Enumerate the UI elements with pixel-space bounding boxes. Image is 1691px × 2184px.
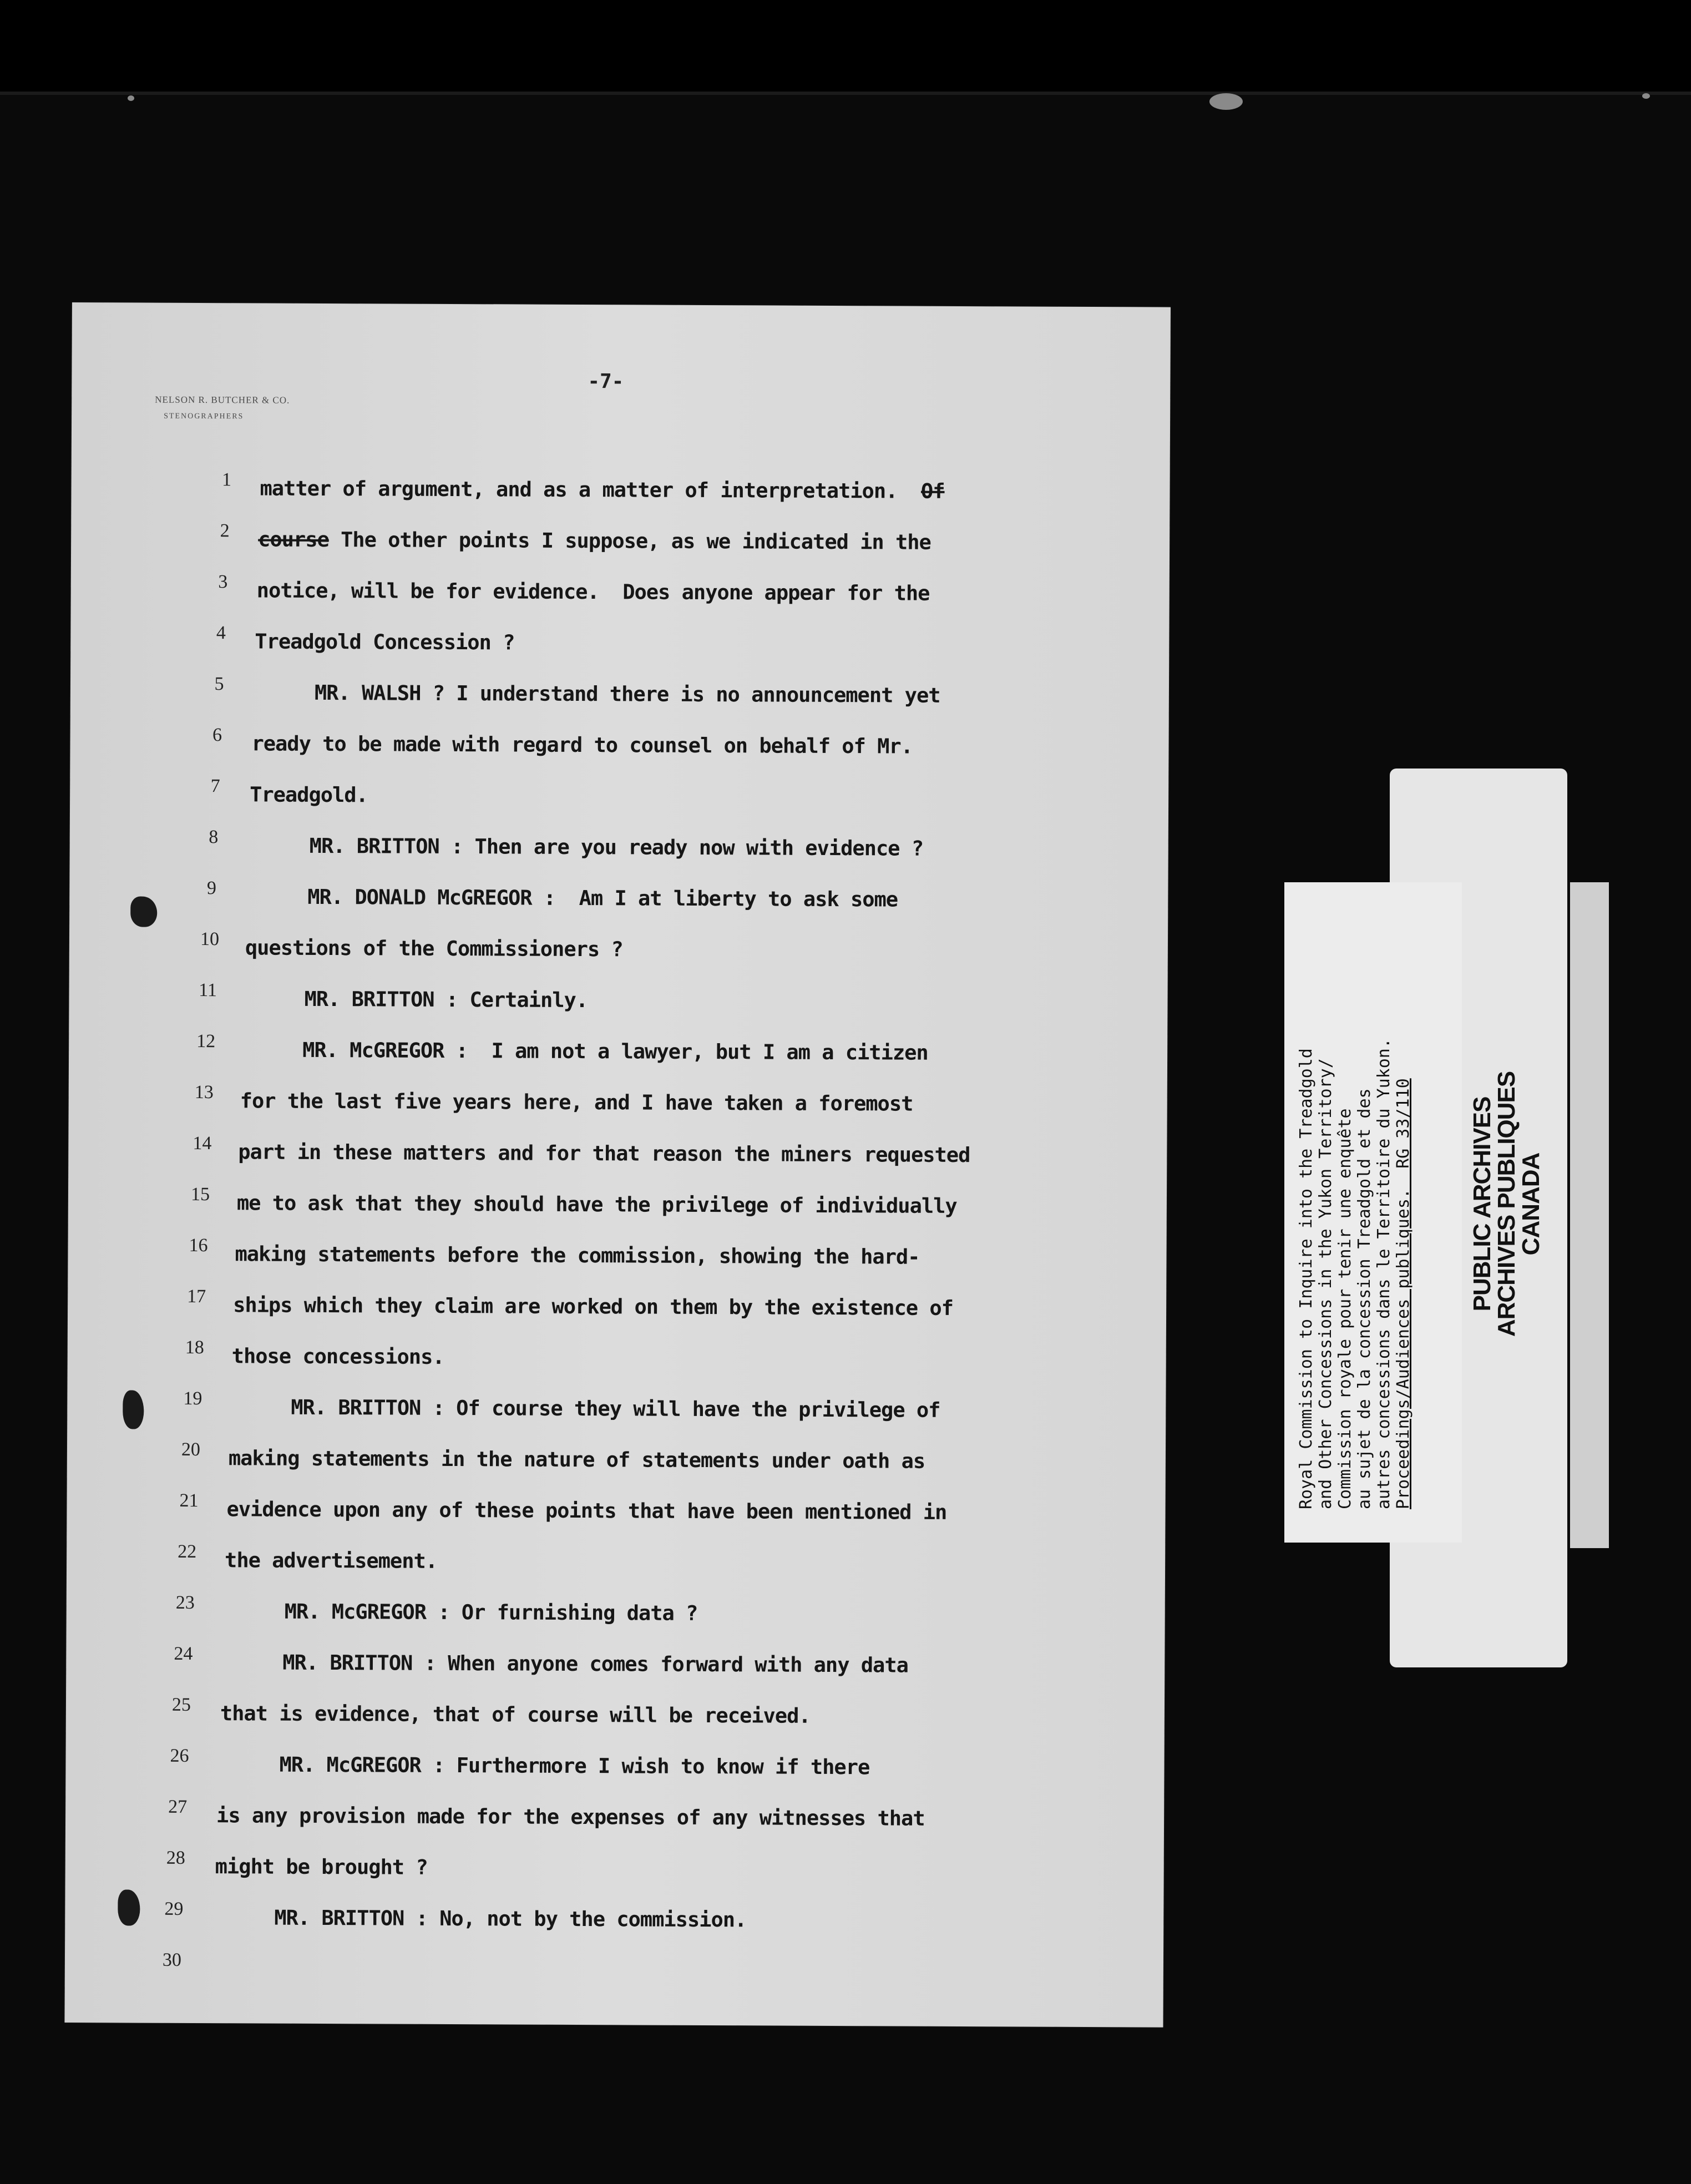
transcript-line	[70, 673, 1097, 711]
line-number: 29	[164, 1898, 184, 1919]
line-number: 20	[181, 1439, 201, 1460]
text-span: those concessions.	[231, 1344, 444, 1369]
line-text	[310, 834, 924, 861]
line-number: 24	[174, 1643, 193, 1664]
line-text	[233, 1293, 953, 1320]
transcript-line	[68, 1337, 1094, 1374]
text-span: part in these matters and for that reason the miners requested	[238, 1140, 970, 1167]
line-text	[285, 1600, 698, 1625]
line-text	[245, 936, 623, 961]
transcript-line	[67, 1490, 1093, 1528]
text-span: is any provision made for the expenses of any witnesses that	[216, 1803, 925, 1831]
line-text	[240, 1089, 913, 1115]
struck-text: course	[258, 527, 329, 552]
text-span: making statements in the nature of statements under oath as	[228, 1446, 925, 1473]
struck-text: Of	[920, 479, 945, 503]
line-text	[250, 782, 368, 807]
archive-stamp-line: PUBLIC ARCHIVES	[1469, 1096, 1496, 1312]
line-number: 8	[209, 827, 219, 848]
transcript-line	[68, 1184, 1095, 1221]
transcript-line	[65, 1898, 1091, 1936]
letterhead	[155, 392, 290, 426]
line-text	[257, 578, 930, 605]
transcript-lines	[72, 469, 1170, 1970]
text-span: ready to be made with regard to counsel on behalf of Mr.	[251, 731, 913, 759]
line-text	[235, 1242, 919, 1268]
line-number: 12	[196, 1030, 216, 1052]
line-text	[216, 1803, 925, 1831]
transcript-line	[68, 1286, 1094, 1323]
archive-label-line: autres concessions dans le Territoire du Yukon.	[1374, 1038, 1394, 1509]
line-number: 14	[193, 1133, 212, 1154]
line-number: 19	[183, 1388, 202, 1409]
transcript-line	[68, 1235, 1094, 1272]
archive-stamp-line: CANADA	[1517, 1152, 1545, 1256]
text-span: MR. McGREGOR : I am not a lawyer, but I am a citizen	[302, 1038, 928, 1065]
text-span: matter of argument, and as a matter of interpretation.	[260, 476, 922, 503]
archive-label-line: Commission royale pour tenir une enquête	[1335, 1108, 1355, 1509]
line-text	[229, 1446, 925, 1473]
transcript-line	[65, 1847, 1092, 1885]
dust-speck	[1642, 93, 1650, 99]
archive-label-line: Proceedings/Audiences publiques. RG 33/110	[1394, 1078, 1413, 1509]
text-span: MR. BRITTON : Of course they will have the privilege of	[291, 1395, 940, 1422]
transcript-line	[69, 877, 1096, 915]
line-text	[307, 885, 898, 912]
film-border-top	[0, 0, 1691, 92]
transcript-line	[67, 1388, 1093, 1425]
text-span: ships which they claim are worked on them by the existence of	[233, 1293, 954, 1320]
transcript-line	[71, 469, 1097, 507]
transcript-line	[70, 775, 1096, 813]
line-number: 3	[218, 572, 228, 593]
dust-speck	[1209, 93, 1243, 110]
line-text	[279, 1753, 869, 1779]
letterhead-role: STENOGRAPHERS	[164, 412, 244, 421]
line-number: 13	[194, 1081, 214, 1103]
line-text	[225, 1548, 437, 1573]
line-text	[220, 1701, 811, 1728]
transcript-line	[70, 826, 1096, 864]
transcript-line	[70, 724, 1096, 762]
line-number: 23	[175, 1592, 195, 1613]
text-span: making statements before the commission, showing the hard-	[235, 1242, 920, 1269]
text-span: notice, will be for evidence. Does anyone appear for the	[256, 578, 930, 605]
transcript-line	[65, 1796, 1092, 1834]
document-page	[64, 302, 1171, 2028]
line-text	[260, 476, 944, 503]
line-text	[251, 731, 913, 758]
line-number: 10	[200, 929, 220, 950]
line-text	[258, 527, 931, 554]
line-number: 7	[210, 776, 220, 797]
dust-speck	[128, 95, 134, 101]
archive-label-line: au sujet de la concession Treadgold et des	[1355, 1088, 1374, 1509]
line-number: 4	[216, 623, 226, 644]
text-span: The other points I suppose, as we indicated in the	[328, 528, 931, 554]
text-span: that is evidence, that of course will be received.	[220, 1701, 811, 1728]
transcript-line	[67, 1541, 1093, 1579]
text-span: MR. BRITTON : Then are you ready now with evidence ?	[309, 833, 924, 861]
archive-label	[1284, 882, 1462, 1543]
text-span: evidence upon any of these points that have been mentioned in	[226, 1497, 947, 1524]
text-span: MR. DONALD McGREGOR : Am I at liberty to ask some	[307, 884, 898, 912]
transcript-line	[68, 1133, 1095, 1170]
line-number: 15	[190, 1184, 210, 1205]
transcript-line	[67, 1439, 1093, 1477]
archive-label-line: Royal Commission to Inquire into the Treadgold	[1297, 1048, 1316, 1509]
text-span: Treadgold.	[250, 782, 368, 807]
line-number: 11	[199, 980, 217, 1001]
text-span: MR. McGREGOR : Or furnishing data ?	[284, 1599, 698, 1625]
transcript-line	[69, 928, 1096, 966]
line-number: 2	[220, 520, 230, 542]
transcript-line	[69, 1081, 1095, 1119]
text-span: the advertisement.	[225, 1548, 438, 1573]
line-number: 16	[189, 1235, 208, 1256]
line-text	[232, 1344, 444, 1369]
line-text	[304, 987, 588, 1012]
line-text	[255, 629, 514, 654]
line-text	[215, 1854, 428, 1879]
transcript-line	[69, 979, 1095, 1017]
text-span: MR. WALSH ? I understand there is no announcement yet	[314, 680, 940, 707]
line-number: 26	[170, 1745, 189, 1766]
transcript-line	[66, 1643, 1092, 1681]
line-number: 1	[222, 469, 232, 491]
line-number: 22	[178, 1541, 197, 1562]
page-number: -7-	[588, 370, 624, 393]
line-text	[291, 1396, 940, 1422]
line-number: 25	[171, 1694, 191, 1715]
line-number: 9	[206, 878, 216, 899]
line-text	[226, 1497, 946, 1524]
text-span: MR. BRITTON : Certainly.	[304, 987, 588, 1013]
transcript-line	[65, 1745, 1092, 1783]
transcript-line	[69, 1030, 1095, 1068]
text-span: questions of the Commissioners ?	[245, 936, 623, 962]
archive-label-line: and Other Concessions in the Yukon Territory/	[1316, 1058, 1335, 1509]
transcript-line	[65, 1949, 1091, 1987]
transcript-line	[71, 571, 1097, 609]
line-number: 21	[179, 1490, 199, 1511]
text-span: me to ask that they should have the privilege of individually	[236, 1191, 957, 1218]
line-number: 5	[214, 674, 224, 695]
text-span: for the last five years here, and I have taken a foremost	[240, 1089, 913, 1116]
line-number: 18	[185, 1337, 204, 1358]
archive-stamp	[1470, 1010, 1553, 1398]
line-text	[237, 1191, 957, 1218]
transcript-line	[71, 520, 1097, 558]
text-span: might be brought ?	[215, 1854, 428, 1879]
letterhead-firm: NELSON R. BUTCHER & CO.	[155, 394, 290, 406]
transcript-line	[66, 1694, 1092, 1732]
transcript-line	[70, 622, 1097, 660]
line-text	[302, 1038, 928, 1065]
film-edge	[0, 92, 1691, 95]
line-number: 17	[187, 1286, 206, 1307]
archive-label-text	[1297, 899, 1413, 1509]
archive-stamp-line: ARCHIVES PUBLIQUES	[1493, 1071, 1520, 1337]
line-number: 27	[168, 1796, 188, 1817]
line-number: 28	[166, 1847, 185, 1868]
transcript-line	[67, 1592, 1093, 1630]
line-number: 30	[162, 1949, 182, 1970]
line-text	[315, 681, 940, 707]
text-span: MR. BRITTON : When anyone comes forward with any data	[282, 1650, 909, 1677]
line-number: 6	[212, 725, 222, 746]
text-span: MR. BRITTON : No, not by the commission.	[274, 1905, 747, 1932]
line-text	[238, 1140, 970, 1167]
line-text	[274, 1906, 746, 1932]
text-span: MR. McGREGOR : Furthermore I wish to know if there	[279, 1752, 870, 1779]
text-span: Treadgold Concession ?	[255, 629, 515, 655]
line-text	[282, 1651, 908, 1677]
